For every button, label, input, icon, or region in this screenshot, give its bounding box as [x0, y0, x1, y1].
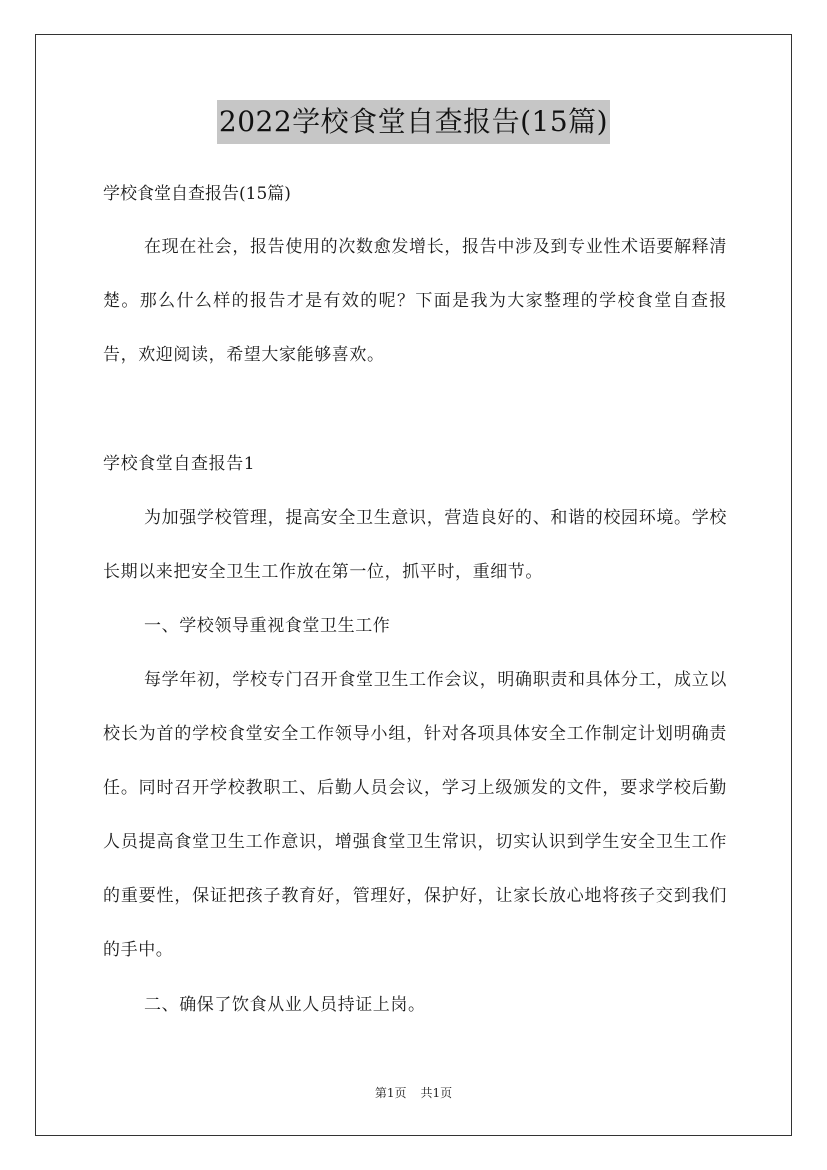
page-footer: [0, 1085, 827, 1101]
section-heading: 学校食堂自查报告1: [103, 454, 256, 474]
section-paragraph: 为加强学校管理，提高安全卫生意识，营造良好的、和谐的校园环境。学校长期以来把安全卫生工作放在第一位，抓平时，重细节。: [103, 508, 727, 582]
document-title: 2022学校食堂自查报告(15篇): [217, 100, 610, 144]
page-number: 第1页: [374, 1086, 407, 1100]
section-paragraph: 每学年初，学校专门召开食堂卫生工作会议，明确职责和具体分工，成立以校长为首的学校食堂安全工作领导小组，针对各项具体安全工作制定计划明确责任。同时召开学校教职工、后勤人员会议，学习上级颁发的文件，要求学校后勤人员提高食堂卫生工作意识，增强食堂卫生常识，切实认识到学生安全卫生工作的重要性，保证把孩子教育好，管理好，保护好，让家长放心地将孩子交到我们的手中。: [103, 670, 727, 960]
document-subtitle: 学校食堂自查报告(15篇): [103, 184, 291, 204]
sub-heading: 一、学校领导重视食堂卫生工作: [144, 616, 391, 636]
title-container: [0, 100, 827, 144]
intro-paragraph: 在现在社会，报告使用的次数愈发增长，报告中涉及到专业性术语要解释清楚。那么什么样的报告才是有效的呢？下面是我为大家整理的学校食堂自查报告，欢迎阅读，希望大家能够喜欢。: [103, 237, 727, 365]
sub-heading: 二、确保了饮食从业人员持证上岗。: [144, 995, 426, 1015]
page-total: 共1页: [420, 1086, 453, 1100]
